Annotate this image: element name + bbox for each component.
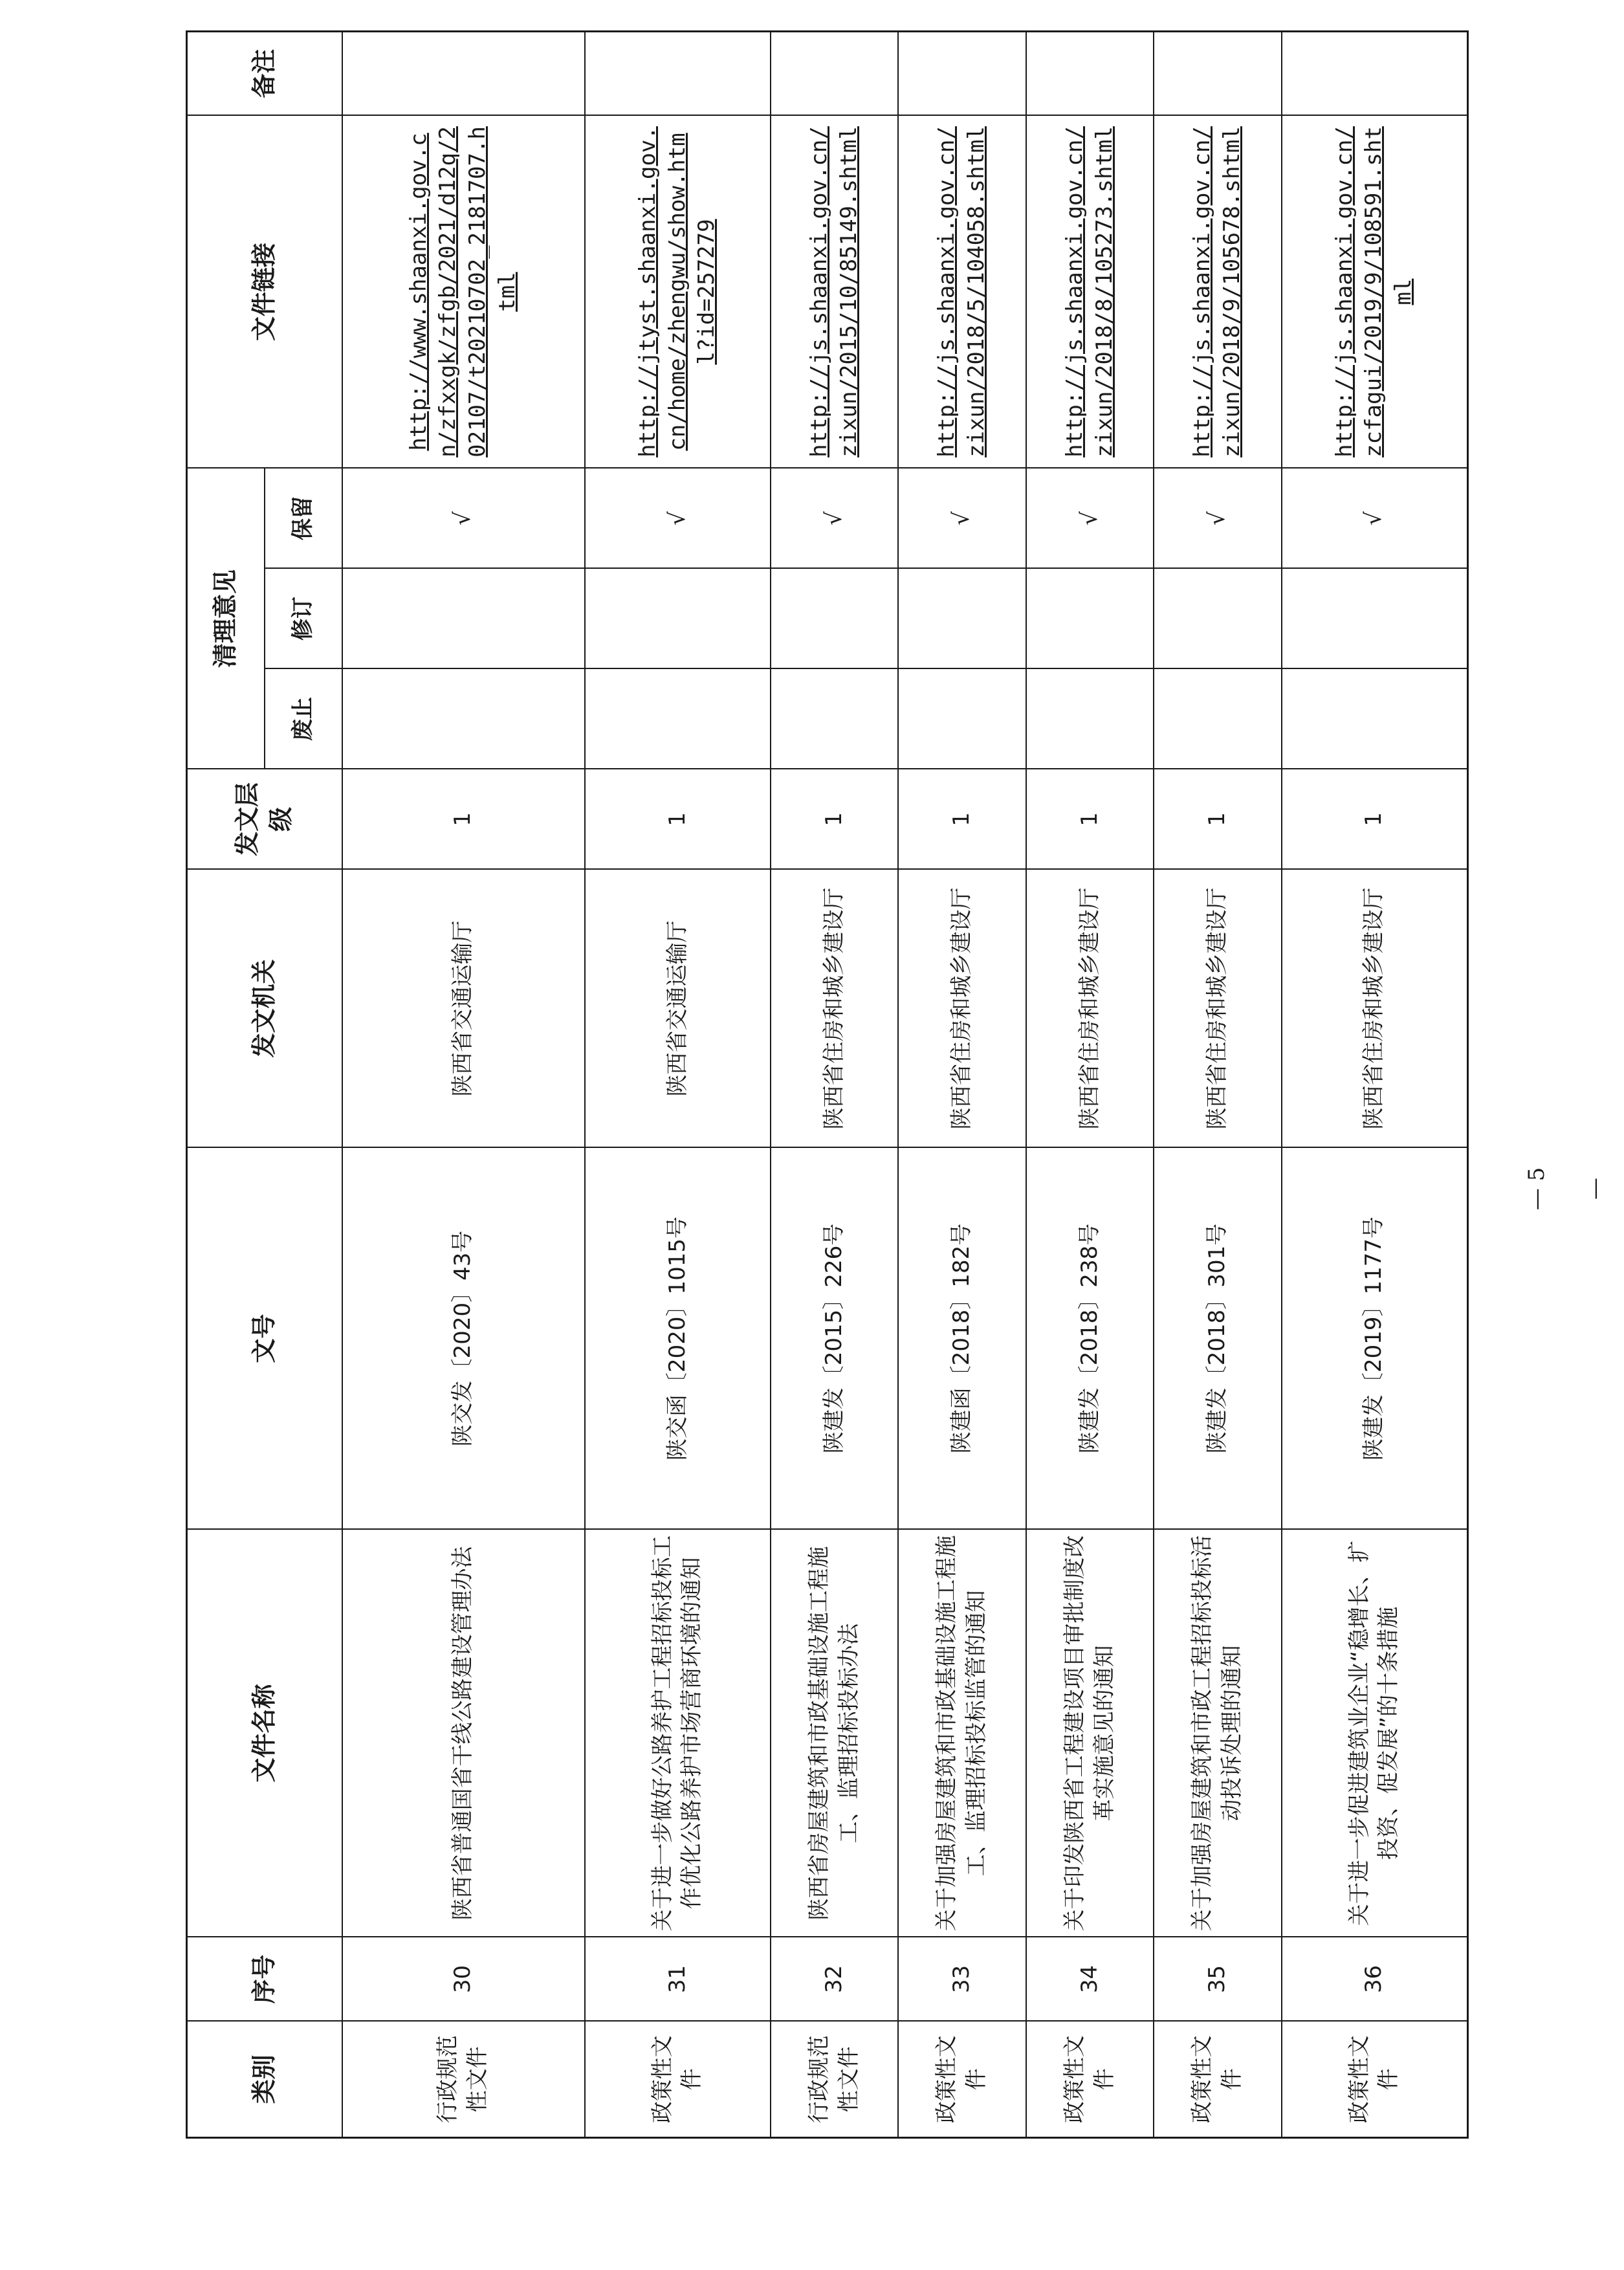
row-remark — [342, 32, 586, 116]
header-remark: 备注 — [187, 32, 342, 116]
row-retain: √ — [771, 468, 899, 569]
header-link: 文件链接 — [187, 116, 342, 468]
row-level: 1 — [585, 769, 771, 870]
row-remark — [1282, 32, 1468, 116]
row-issuer: 陕西省住房和城乡建设厅 — [1282, 870, 1468, 1148]
row-link[interactable] — [1026, 116, 1154, 468]
row-remark — [585, 32, 771, 116]
row-doc-name: 关于加强房屋建筑和市政基础设施工程施工、监理招标投标监管的通知 — [898, 1530, 1026, 1937]
row-seq: 33 — [898, 1937, 1026, 2022]
row-seq: 31 — [585, 1937, 771, 2022]
row-link-text[interactable]: http://js.shaanxi.gov.cn/zixun/2018/9/105678.shtml — [1189, 126, 1245, 457]
row-seq: 34 — [1026, 1937, 1154, 2022]
row-doc-no: 陕建发〔2015〕226号 — [771, 1148, 899, 1530]
page-number: — 5 — — [1524, 1167, 1608, 1211]
row-link[interactable] — [1154, 116, 1282, 468]
header-level: 发文层级 — [187, 769, 342, 870]
row-level: 1 — [898, 769, 1026, 870]
row-category: 行政规范性文件 — [342, 2022, 586, 2138]
table-row — [1154, 32, 1282, 2138]
header-category: 类别 — [187, 2022, 342, 2138]
row-revise — [1026, 569, 1154, 669]
table-row — [585, 32, 771, 2138]
row-revise — [771, 569, 899, 669]
row-retain: √ — [1026, 468, 1154, 569]
table-row — [1282, 32, 1468, 2138]
row-abolish — [771, 669, 899, 769]
row-doc-name: 关于加强房屋建筑和市政工程招标投标活动投诉处理的通知 — [1154, 1530, 1282, 1937]
row-link-text[interactable]: http://js.shaanxi.gov.cn/zixun/2018/5/104058.shtml — [934, 126, 990, 457]
header-name: 文件名称 — [187, 1530, 342, 1937]
row-doc-no: 陕建发〔2019〕1177号 — [1282, 1148, 1468, 1530]
row-abolish — [342, 669, 586, 769]
row-issuer: 陕西省住房和城乡建设厅 — [771, 870, 899, 1148]
row-level: 1 — [1282, 769, 1468, 870]
row-doc-no: 陕建发〔2018〕238号 — [1026, 1148, 1154, 1530]
row-level: 1 — [1026, 769, 1154, 870]
row-doc-name: 关于印发陕西省工程建设项目审批制度改革实施意见的通知 — [1026, 1530, 1154, 1937]
row-level: 1 — [771, 769, 899, 870]
table-row — [898, 32, 1026, 2138]
row-abolish — [1154, 669, 1282, 769]
row-remark — [1026, 32, 1154, 116]
row-link[interactable] — [898, 116, 1026, 468]
row-category: 政策性文件 — [898, 2022, 1026, 2138]
row-abolish — [1282, 669, 1468, 769]
row-doc-name: 关于进一步促进建筑业企业“稳增长、扩投资、促发展”的十条措施 — [1282, 1530, 1468, 1937]
row-revise — [1282, 569, 1468, 669]
row-retain: √ — [1154, 468, 1282, 569]
table-row — [342, 32, 586, 2138]
row-issuer: 陕西省交通运输厅 — [342, 870, 586, 1148]
row-abolish — [585, 669, 771, 769]
row-retain: √ — [1282, 468, 1468, 569]
row-doc-name: 陕西省普通国省干线公路建设管理办法 — [342, 1530, 586, 1937]
row-abolish — [898, 669, 1026, 769]
row-revise — [898, 569, 1026, 669]
row-link-text[interactable]: http://www.shaanxi.gov.cn/zfxxgk/zfgb/2021/d12q/202107/t20210702_2181707.html — [405, 126, 521, 457]
row-category: 政策性文件 — [1154, 2022, 1282, 2138]
row-category: 行政规范性文件 — [771, 2022, 899, 2138]
header-opinion: 清理意见 — [187, 468, 265, 769]
row-doc-no: 陕交发〔2020〕43号 — [342, 1148, 586, 1530]
row-revise — [1154, 569, 1282, 669]
table-row — [1026, 32, 1154, 2138]
row-link[interactable] — [342, 116, 586, 468]
row-doc-no: 陕建发〔2018〕301号 — [1154, 1148, 1282, 1530]
row-doc-no: 陕建函〔2018〕182号 — [898, 1148, 1026, 1530]
header-revise: 修订 — [265, 569, 342, 669]
row-issuer: 陕西省交通运输厅 — [585, 870, 771, 1148]
row-seq: 35 — [1154, 1937, 1282, 2022]
row-doc-name: 陕西省房屋建筑和市政基础设施工程施工、监理招标投标办法 — [771, 1530, 899, 1937]
header-abolish: 废止 — [265, 669, 342, 769]
row-level: 1 — [1154, 769, 1282, 870]
row-category: 政策性文件 — [1282, 2022, 1468, 2138]
row-link[interactable] — [585, 116, 771, 468]
row-link-text[interactable]: http://js.shaanxi.gov.cn/zixun/2015/10/85149.shtml — [806, 126, 862, 457]
row-remark — [898, 32, 1026, 116]
header-issuer: 发文机关 — [187, 870, 342, 1148]
row-retain: √ — [898, 468, 1026, 569]
row-retain: √ — [342, 468, 586, 569]
row-remark — [1154, 32, 1282, 116]
row-issuer: 陕西省住房和城乡建设厅 — [1154, 870, 1282, 1148]
row-retain: √ — [585, 468, 771, 569]
row-link-text[interactable]: http://jtyst.shaanxi.gov.cn/home/zhengwu/show.html?id=257279 — [634, 126, 720, 457]
row-link-text[interactable]: http://js.shaanxi.gov.cn/zixun/2018/8/105273.shtml — [1061, 126, 1117, 457]
header-seq: 序号 — [187, 1937, 342, 2022]
row-seq: 32 — [771, 1937, 899, 2022]
row-seq: 30 — [342, 1937, 586, 2022]
row-seq: 36 — [1282, 1937, 1468, 2022]
row-revise — [585, 569, 771, 669]
row-level: 1 — [342, 769, 586, 870]
row-link[interactable] — [1282, 116, 1468, 468]
header-doc-no: 文号 — [187, 1148, 342, 1530]
row-doc-no: 陕交函〔2020〕1015号 — [585, 1148, 771, 1530]
row-link-text[interactable]: http://js.shaanxi.gov.cn/zcfagui/2019/9/108591.shtml — [1331, 126, 1417, 457]
policy-document-table-frame — [186, 49, 1469, 2139]
table-row — [771, 32, 899, 2138]
row-revise — [342, 569, 586, 669]
row-category: 政策性文件 — [585, 2022, 771, 2138]
row-doc-name: 关于进一步做好公路养护工程招标投标工作优化公路养护市场营商环境的通知 — [585, 1530, 771, 1937]
row-remark — [771, 32, 899, 116]
policy-document-table — [186, 30, 1469, 2139]
row-abolish — [1026, 669, 1154, 769]
row-link[interactable] — [771, 116, 899, 468]
row-issuer: 陕西省住房和城乡建设厅 — [1026, 870, 1154, 1148]
row-category: 政策性文件 — [1026, 2022, 1154, 2138]
header-retain: 保留 — [265, 468, 342, 569]
row-issuer: 陕西省住房和城乡建设厅 — [898, 870, 1026, 1148]
